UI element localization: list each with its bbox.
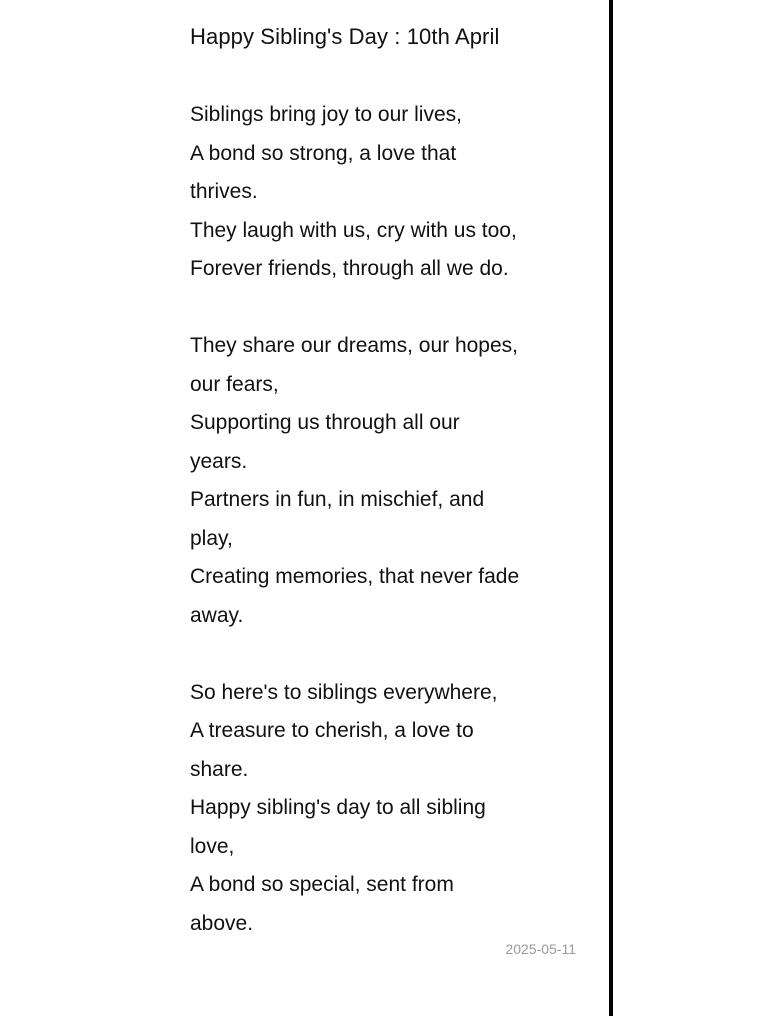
poem-line: above. xyxy=(190,911,254,935)
poem-line: They share our dreams, our hopes, xyxy=(190,334,519,357)
poem-line: Happy sibling's day to all sibling xyxy=(190,796,486,819)
poem-line: our fears, xyxy=(190,372,279,396)
poem-line: love, xyxy=(190,834,235,858)
poem-line: away. xyxy=(190,603,244,627)
poem-line: Partners in fun, in mischief, and xyxy=(190,488,485,511)
poem-line: A treasure to cherish, a love to xyxy=(190,719,474,742)
poem-line: A bond so special, sent from xyxy=(190,873,454,896)
poem-line: play, xyxy=(190,526,233,550)
poem-line: Siblings bring joy to our lives, xyxy=(190,103,462,126)
poem-line: They laugh with us, cry with us too, xyxy=(190,218,517,242)
stanza-2 xyxy=(190,327,582,635)
note-content xyxy=(190,22,582,943)
stanza-3 xyxy=(190,674,582,944)
poem-line: Forever friends, through all we do. xyxy=(190,257,509,280)
post-date: 2025-05-11 xyxy=(505,941,576,957)
poem-line: Creating memories, that never fade xyxy=(190,565,520,588)
poem-line: A bond so strong, a love that xyxy=(190,141,457,165)
poem-line: Supporting us through all our xyxy=(190,411,460,434)
poem-line: years. xyxy=(190,449,248,473)
poem-line: So here's to siblings everywhere, xyxy=(190,680,498,704)
stanza-1 xyxy=(190,96,582,289)
vertical-divider xyxy=(609,0,613,1016)
poem-line: thrives. xyxy=(190,180,258,203)
note-title: Happy Sibling's Day : 10th April xyxy=(190,24,500,49)
poem-line: share. xyxy=(190,757,249,781)
